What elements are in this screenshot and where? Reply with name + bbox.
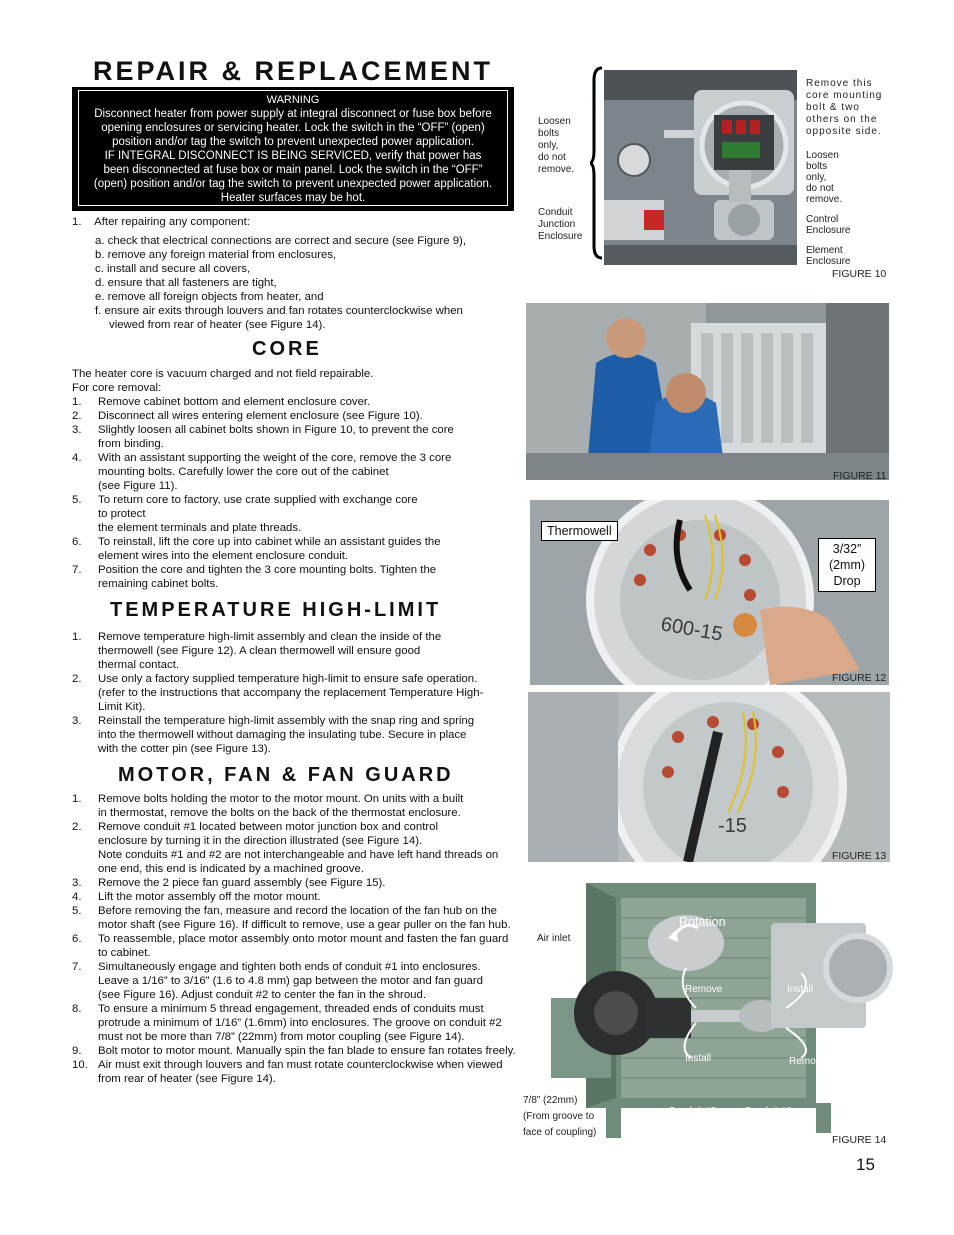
warning-line: (open) position and/or tag the switch to prevent unexpected power application. [93,178,493,190]
remove-label: Remove [685,984,723,995]
list-line: mounting bolts. Carefully lower the core out of the cabinet [98,466,389,478]
list-item [72,630,522,672]
fig10-callout-loosen-right [806,150,842,205]
list-number: 9. [72,1045,82,1057]
list-item [72,1002,542,1044]
list-line: To return core to factory, use crate supplied with exchange core [98,494,418,506]
core-section [72,367,522,591]
figure-14-label: FIGURE 14 [832,1134,887,1146]
list-line: to protect [98,508,146,520]
callout-line: bolts [538,128,560,139]
list-number: 3. [72,424,82,436]
callout-line: Element [806,245,843,256]
warning-line: position and/or tag the switch to prevent unexpected power application. [112,136,474,148]
drop-line: 3/32” [832,542,862,556]
figure-13-photo [528,692,890,862]
list-line: (refer to the instructions that accompany the replacement Temperature High- [98,687,484,699]
fig10-callout-remove-bolt [806,78,882,138]
list-line: Limit Kit). [98,701,146,713]
warning-box [72,87,514,211]
list-line: Air must exit through louvers and fan must rotate counterclockwise when viewed [98,1059,503,1071]
list-line: With an assistant supporting the weight of the core, remove the 3 core [98,452,452,464]
list-number: 5. [72,905,82,917]
temp-heading: TEMPERATURE HIGH-LIMIT [110,599,442,621]
callout-line: Enclosure [806,225,851,236]
list-line: from rear of heater (see Figure 14). [98,1073,276,1085]
list-item [72,672,522,714]
callout-line: 7/8” (22mm) [523,1095,578,1106]
list-number: 1. [72,216,82,228]
temp-section [72,630,522,756]
list-line: with the cotter pin (see Figure 13). [98,743,271,755]
list-number: 7. [72,961,82,973]
list-line: one end, this end is indicated by a machined groove. [98,863,364,875]
callout-line: Control [806,214,839,225]
page-number: 15 [856,1155,875,1174]
list-item: b. remove any foreign material from enclosures, [95,249,337,261]
list-number: 6. [72,933,82,945]
callout-line: do not [806,183,834,194]
callout-line: Junction [538,219,576,230]
callout-line: only, [806,172,827,183]
warning-line: opening enclosures or servicing heater. Lock the switch in the “OFF” (open) [101,122,485,134]
list-number: 3. [72,877,82,889]
core-intro: For core removal: [72,382,162,394]
list-line: thermal contact. [98,659,180,671]
list-line: Note conduits #1 and #2 are not interchangeable and have left hand threads on [98,849,499,861]
callout-line: core mounting [806,90,883,101]
list-item: e. remove all foreign objects from heater, and [95,291,324,303]
list-line: remaining cabinet bolts. [98,578,219,590]
list-line: into the thermowell without damaging the insulating tube. Secure in place [98,729,467,741]
callout-line: Enclosure [806,256,851,267]
list-item [72,876,542,890]
list-line: Use only a factory supplied temperature high-limit to ensure safe operation. [98,673,478,685]
figure-13-label: FIGURE 13 [832,850,887,862]
list-item: c. install and secure all covers, [95,263,251,275]
warning-line: Disconnect heater from power supply at integral disconnect or fuse box before [94,108,492,120]
list-number: 2. [72,410,82,422]
list-item [72,714,522,756]
list-item [72,904,542,932]
list-number: 2. [72,673,82,685]
list-item [72,563,522,591]
install-label: Install [787,984,814,995]
after-repair-intro: After repairing any component: [94,216,250,228]
list-item [72,1058,542,1086]
callout-line: (From groove to [523,1111,595,1122]
fig10-callout-conduit-junction [538,207,582,243]
list-item [72,409,522,423]
list-item [72,792,542,820]
figure-13-stamp: -15 [718,815,747,837]
list-line: Leave a 1/16” to 3/16” (1.6 to 4.8 mm) gap between the motor and fan guard [98,975,483,987]
list-line: Remove the 2 piece fan guard assembly (see Figure 15). [98,877,386,889]
list-number: 1. [72,631,82,643]
list-number: 5. [72,494,82,506]
figure-10-label: FIGURE 10 [832,268,887,280]
remove-label: Remove [789,1056,827,1067]
callout-line: bolts [806,161,828,172]
motor-heading: MOTOR, FAN & FAN GUARD [118,764,454,786]
figure-12-stamp: 600-15 [659,613,725,646]
list-number: 1. [72,793,82,805]
list-line: thermowell (see Figure 12). A clean thermowell will ensure good [98,645,421,657]
brace-icon [590,66,604,260]
drop-line: Drop [833,574,861,588]
fig10-callout-control-enclosure [806,214,850,236]
list-number: 4. [72,891,82,903]
list-item [72,1044,542,1058]
thermowell-label: Thermowell [541,521,618,541]
list-line: must not be more than 7/8” (22mm) from motor coupling (see Figure 14). [98,1031,465,1043]
list-number: 7. [72,564,82,576]
list-line: Remove cabinet bottom and element enclosure cover. [98,396,371,408]
core-steps [72,395,522,591]
list-item [72,451,522,493]
warning-line: been disconnected at fuse box or main panel. Lock the switch in the “OFF” [103,164,483,176]
list-number: 2. [72,821,82,833]
list-line: To reassemble, place motor assembly onto motor mount and fasten the fan guard [98,933,509,945]
list-line: (see Figure 11). [98,480,178,492]
callout-line: bolt & two [806,102,860,113]
after-repair-section [72,215,522,332]
list-item: a. check that electrical connections are correct and secure (see Figure 9), [95,235,467,247]
warning-line: Heater surfaces may be hot. [220,192,366,204]
callout-line: opposite side. [806,126,882,137]
list-line: Bolt motor to motor mount. Manually spin the fan blade to ensure fan rotates freely. [98,1045,516,1057]
list-number: 10. [72,1059,88,1071]
list-item: f. ensure air exits through louvers and fan rotates counterclockwise when [95,305,463,317]
list-number: 1. [72,396,82,408]
groove-callout [523,1093,596,1141]
callout-line: Loosen [538,116,571,127]
motor-section [72,792,542,1086]
drop-line: (2mm) [828,558,866,572]
list-number: 6. [72,536,82,548]
list-line: Slightly loosen all cabinet bolts shown in Figure 10, to prevent the core [98,424,454,436]
list-line: the element terminals and plate threads. [98,522,302,534]
air-inlet-label: Air inlet [537,933,571,944]
list-line: Remove bolts holding the motor to the motor mount. On units with a built [98,793,464,805]
drop-label [818,538,876,592]
fig10-callout-element-enclosure [806,245,850,267]
list-item [72,395,522,409]
core-heading: CORE [252,338,322,360]
list-line: Simultaneously engage and tighten both ends of conduit #1 into enclosures. [98,961,481,973]
list-item [72,423,522,451]
list-number: 3. [72,715,82,727]
list-item: d. ensure that all fasteners are tight, [95,277,277,289]
callout-line: face of coupling) [523,1127,597,1138]
figure-11-photo [526,303,889,480]
list-line: Remove conduit #1 located between motor junction box and control [98,821,439,833]
list-line: Before removing the fan, measure and record the location of the fan hub on the [98,905,497,917]
page-title: REPAIR & REPLACEMENT [93,56,494,86]
callout-line: remove. [538,164,575,175]
conduit-2-label: Conduit #2 [668,1106,717,1117]
callout-line: Conduit [538,207,573,218]
temp-steps [72,630,522,756]
list-line: (see Figure 16). Adjust conduit #2 to center the fan in the shroud. [98,989,426,1001]
list-line: Lift the motor assembly off the motor mount. [98,891,321,903]
warning-line: IF INTEGRAL DISCONNECT IS BEING SERVICED, verify that power has [104,150,482,162]
list-line: Reinstall the temperature high-limit assembly with the snap ring and spring [98,715,475,727]
callout-line: do not [538,152,566,163]
conduit-1-label: Conduit #1 [744,1106,793,1117]
list-line: To reinstall, lift the core up into cabinet while an assistant guides the [98,536,441,548]
list-line: enclosure by turning it in the direction illustrated (see Figure 14). [98,835,423,847]
core-intro: The heater core is vacuum charged and not field repairable. [72,368,374,380]
list-item [72,960,542,1002]
figure-10-photo [604,70,797,265]
list-line: Remove temperature high-limit assembly and clean the inside of the [98,631,442,643]
list-item [72,535,522,563]
callout-line: only, [538,140,559,151]
list-line: in thermostat, remove the bolts on the back of the thermostat enclosure. [98,807,461,819]
list-line: from binding. [98,438,164,450]
list-item [72,890,542,904]
list-line: Disconnect all wires entering element enclosure (see Figure 10). [98,410,423,422]
figure-12-label: FIGURE 12 [832,672,887,684]
callout-line: remove. [806,194,843,205]
callout-line: Loosen [806,150,839,161]
warning-heading: WARNING [266,94,320,106]
list-line: element wires into the element enclosure conduit. [98,550,349,562]
list-number: 8. [72,1003,82,1015]
list-item: viewed from rear of heater (see Figure 14). [109,319,326,331]
figure-11-label: FIGURE 11 [833,470,887,482]
list-item [72,932,542,960]
list-line: Position the core and tighten the 3 core mounting bolts. Tighten the [98,564,437,576]
list-line: motor shaft (see Figure 16). If difficult to remove, use a gear puller on the fan hub. [98,919,511,931]
list-item [72,493,522,535]
list-item [72,820,542,876]
fig10-callout-loosen-left [538,116,574,176]
motor-steps [72,792,542,1086]
install-label: Install [685,1053,712,1064]
list-line: to cabinet. [98,947,151,959]
list-line: protrude a minimum of 1/16” (1.6mm) into enclosures. The groove on conduit #2 [98,1017,502,1029]
list-line: To ensure a minimum 5 thread engagement, threaded ends of conduits must [98,1003,484,1015]
callout-line: Remove this [806,78,873,89]
callout-line: Enclosure [538,231,583,242]
list-number: 4. [72,452,82,464]
rotation-label: Rotation [679,915,726,929]
callout-line: others on the [806,114,878,125]
